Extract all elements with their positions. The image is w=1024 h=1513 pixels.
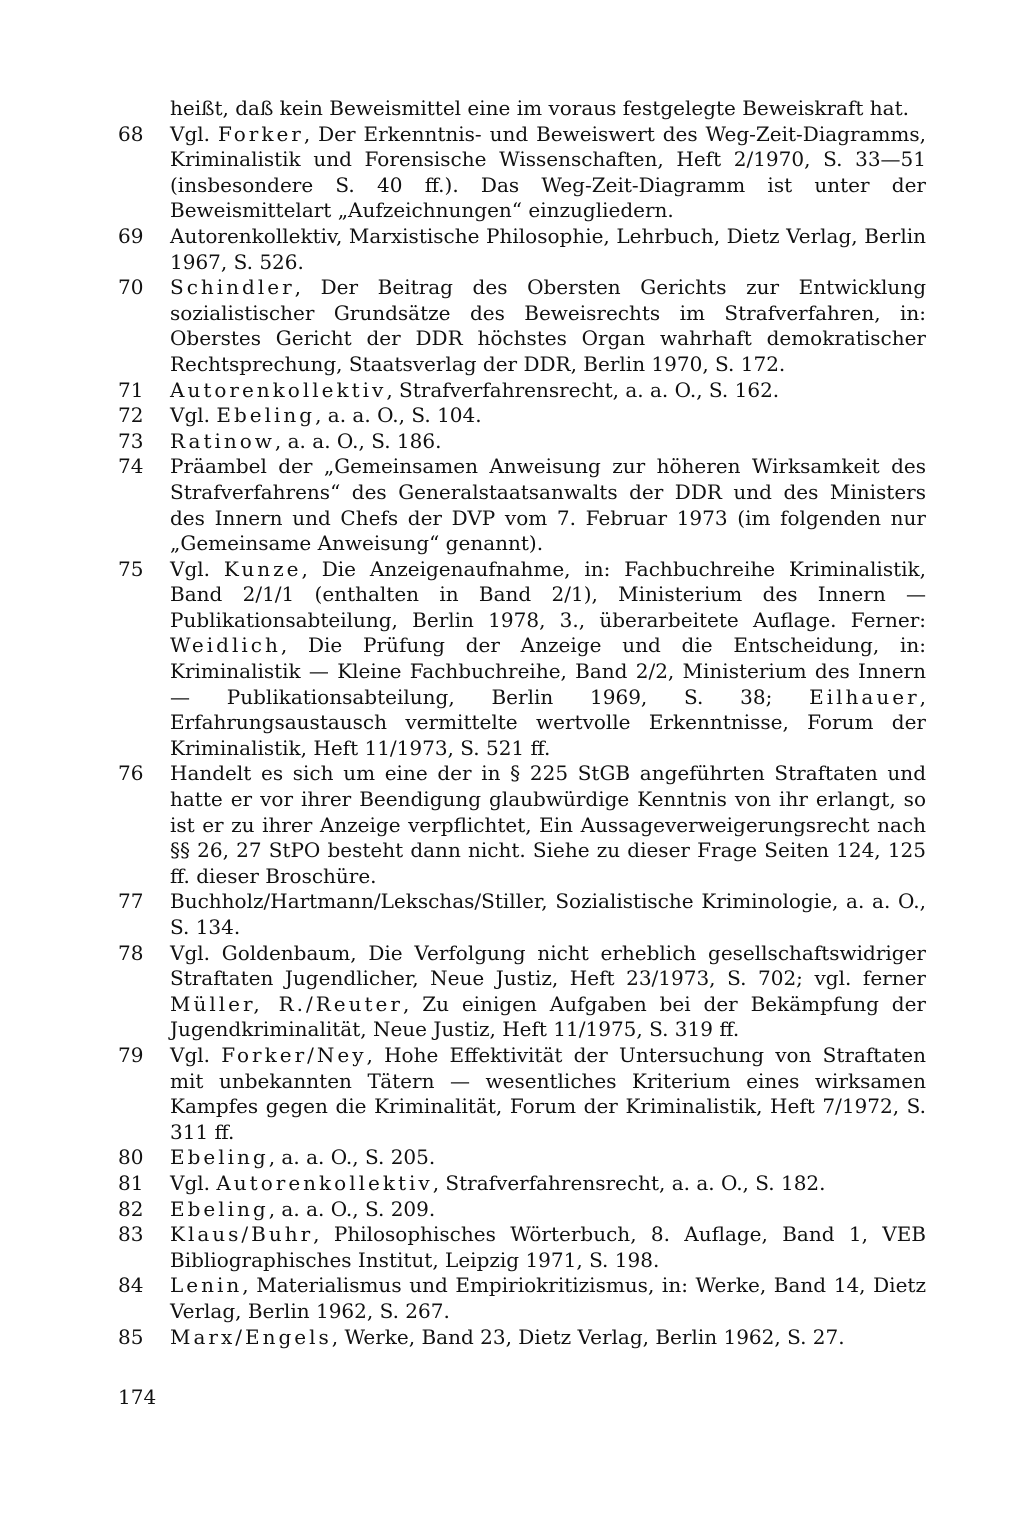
author-name: Forker/Ney	[221, 1042, 367, 1067]
footnote-number: 69	[118, 223, 144, 248]
footnote	[118, 1145, 926, 1171]
author-name: Autorenkollektiv	[170, 377, 387, 402]
footnote	[118, 275, 926, 377]
footnote-number: 76	[118, 761, 144, 786]
footnote	[118, 403, 926, 429]
footnote-text-segment: , Zu einigen Aufgaben bei der Bekämpfung der Jugendkriminalität, Neue Justiz, Heft 11/1975, S. 319 ff.	[170, 991, 926, 1042]
footnote	[118, 122, 926, 224]
footnote-list	[118, 96, 926, 1350]
footnote-text	[170, 1197, 926, 1223]
footnote	[118, 1222, 926, 1273]
footnote-text-segment: Vgl.	[170, 121, 218, 146]
footnote-text-segment: , Die Prüfung der Anzeige und die Entscheidung, in: Kriminalistik — Kleine Fachbuchreihe, Band 2/2, Ministerium des Innern — Publikationsabteilung, Berlin 1969, S. 38;	[170, 633, 926, 709]
footnote-number: 68	[118, 121, 144, 146]
footnote-text	[170, 1273, 926, 1324]
footnote-text-segment: , Der Erkenntnis- und Beweiswert des Weg-Zeit-Diagramms, Kriminalistik und Forensische Wissenschaften, Heft 2/1970, S. 33—51 (insbesondere S. 40 ff.). Das Weg-Zeit-Diagramm ist unter der Beweismittelart „Aufzeichnungen“ einzugliedern.	[170, 121, 926, 223]
footnote	[118, 941, 926, 1043]
footnote-text	[170, 1325, 926, 1351]
footnote-text-segment: , Materialismus und Empiriokritizismus, in: Werke, Band 14, Dietz Verlag, Berlin 1962, S. 267.	[170, 1273, 926, 1323]
footnote-text-segment: Handelt es sich um eine der in § 225 StGB angeführten Straftaten und hatte er vor ihrer Beendigung glaubwürdige Kenntnis von ihr erlangt, so ist er zu ihrer Anzeige verpflichtet, Ein Aussageverweigerungsrecht nach §§ 26, 27 StPO besteht dann nicht. Siehe zu dieser Frage Seiten 124, 125 ff. dieser Broschüre.	[170, 761, 926, 888]
footnote-text	[170, 1222, 926, 1273]
page-number: 174	[118, 1385, 157, 1409]
footnote-number: 85	[118, 1324, 144, 1349]
footnote-text-segment: , Werke, Band 23, Dietz Verlag, Berlin 1962, S. 27.	[331, 1324, 845, 1349]
footnote-text	[170, 761, 926, 889]
footnote-text-segment: , Erfahrungsaustausch vermittelte wertvolle Erkenntnisse, Forum der Kriminalistik, Heft 11/1973, S. 521 ff.	[170, 684, 926, 760]
footnote-text-segment: Vgl. Goldenbaum, Die Verfolgung nicht erheblich gesellschaftswidriger Straftaten Jugendlicher, Neue Justiz, Heft 23/1973, S. 702; vgl. ferner	[170, 940, 926, 991]
footnote-text	[170, 941, 926, 1043]
footnote	[118, 1197, 926, 1223]
footnote-text	[170, 429, 926, 455]
footnote-text	[170, 1043, 926, 1145]
footnote-text	[170, 557, 926, 762]
author-name: Ebeling	[170, 1196, 269, 1221]
footnote-text-segment: Vgl.	[170, 556, 224, 581]
footnote	[118, 889, 926, 940]
footnote-number: 84	[118, 1273, 144, 1298]
footnote-number: 81	[118, 1170, 144, 1195]
footnote	[118, 1043, 926, 1145]
footnote-number: 79	[118, 1042, 144, 1067]
footnote-number: 73	[118, 428, 144, 453]
footnote-number: 77	[118, 889, 144, 914]
footnote	[118, 557, 926, 762]
footnote-number: 83	[118, 1222, 144, 1247]
footnote-number: 71	[118, 377, 144, 402]
footnote-text-segment: heißt, daß kein Beweismittel eine im voraus festgelegte Beweiskraft hat.	[170, 96, 909, 120]
footnote-text-segment: , Strafverfahrensrecht, a. a. O., S. 162.	[386, 377, 780, 402]
footnote-text	[170, 1171, 926, 1197]
author-name: Forker	[217, 121, 304, 146]
author-name: Marx/Engels	[170, 1324, 332, 1349]
footnote-text-segment: , Hohe Effektivität der Untersuchung von Straftaten mit unbekannten Tätern — wesentliches Kriterium eines wirksamen Kampfes gegen die Kriminalität, Forum der Kriminalistik, Heft 7/1972, S. 311 ff.	[170, 1042, 927, 1144]
footnote-text	[170, 275, 926, 377]
footnote-number: 80	[118, 1145, 144, 1170]
footnote-text-segment: Autorenkollektiv, Marxistische Philosophie, Lehrbuch, Dietz Verlag, Berlin 1967, S. 526.	[170, 223, 926, 274]
author-name: Autorenkollektiv	[216, 1170, 433, 1195]
footnote	[118, 378, 926, 404]
footnote-text-segment: , Philosophisches Wörterbuch, 8. Auflage, Band 1, VEB Bibliographisches Institut, Leipzig 1971, S. 198.	[170, 1222, 926, 1272]
footnote-text-segment: , Der Beitrag des Obersten Gerichts zur Entwicklung sozialistischer Grundsätze des Beweisrechts im Strafverfahren, in: Oberstes Gericht der DDR höchstes Organ wahrhaft demokratischer Rechtsprechung, Staatsverlag der DDR, Berlin 1970, S. 172.	[170, 275, 926, 376]
footnote-text-segment: , Strafverfahrensrecht, a. a. O., S. 182.	[432, 1170, 826, 1195]
footnote	[118, 429, 926, 455]
footnote-number: 78	[118, 940, 144, 965]
footnote-text-segment: Vgl.	[170, 1042, 222, 1067]
footnote-text-segment: Präambel der „Gemeinsamen Anweisung zur höheren Wirksamkeit des Strafverfahrens“ des Generalstaatsanwalts der DDR und des Ministers des Innern und Chefs der DVP vom 7. Februar 1973 (im folgenden nur „Gemeinsame Anweisung“ genannt).	[170, 454, 926, 556]
footnote	[118, 224, 926, 275]
author-name: Weidlich	[170, 633, 281, 658]
footnote-text	[170, 122, 926, 224]
footnote	[118, 454, 926, 556]
author-name: Eilhauer	[809, 684, 920, 709]
footnote-number: 82	[118, 1196, 144, 1221]
footnote-text	[170, 403, 926, 429]
footnote-text-segment: , Die Anzeigenaufnahme, in: Fachbuchreihe Kriminalistik, Band 2/1/1 (enthalten in Band 2/1), Ministerium des Innern — Publikationsabteilung, Berlin 1978, 3., überarbeitete Auflage. Ferner:	[170, 556, 926, 632]
author-name: Klaus/Buhr	[170, 1222, 314, 1247]
footnote-number: 72	[118, 403, 144, 428]
author-name: Ebeling	[170, 1145, 269, 1170]
footnote-text-segment: , a. a. O., S. 104.	[315, 403, 482, 428]
footnote-number: 70	[118, 275, 144, 300]
footnote-text	[170, 224, 926, 275]
author-name: Schindler	[170, 275, 295, 300]
footnote-text	[170, 454, 926, 556]
footnote-number: 75	[118, 556, 144, 581]
footnote	[118, 1171, 926, 1197]
footnote	[118, 1325, 926, 1351]
footnote-text-segment: Vgl.	[170, 403, 217, 428]
author-name: Kunze	[223, 556, 302, 581]
author-name: Ebeling	[216, 403, 316, 428]
footnote	[118, 96, 926, 122]
footnote-text-segment: , a. a. O., S. 186.	[274, 428, 442, 453]
footnote-text	[170, 1145, 926, 1171]
author-name: Lenin	[170, 1273, 243, 1298]
footnote-text-segment: , a. a. O., S. 209.	[268, 1196, 436, 1221]
footnote	[118, 761, 926, 889]
footnote-text	[170, 378, 926, 404]
footnote-text	[170, 889, 926, 940]
footnote-number: 74	[118, 454, 144, 479]
footnote	[118, 1273, 926, 1324]
footnote-text-segment: , a. a. O., S. 205.	[268, 1145, 436, 1170]
author-name: Müller, R./Reuter	[170, 991, 403, 1016]
author-name: Ratinow	[170, 428, 275, 453]
footnote-text-segment: Buchholz/Hartmann/Lekschas/Stiller, Sozialistische Kriminologie, a. a. O., S. 134.	[170, 889, 926, 939]
footnote-text	[170, 96, 926, 122]
footnote-text-segment: Vgl.	[170, 1170, 217, 1195]
